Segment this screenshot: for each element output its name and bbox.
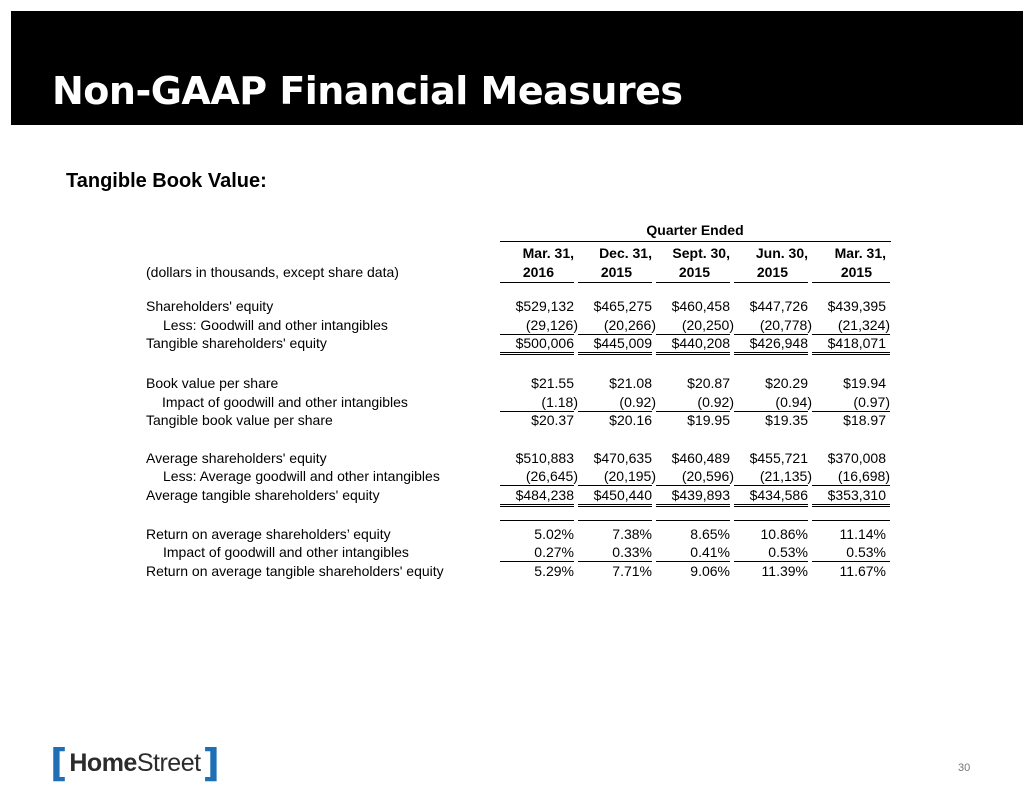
row-label: Shareholders' equity <box>146 298 274 314</box>
table-cell: (21,324) <box>837 317 890 333</box>
row-label: Return on average shareholders’ equity <box>146 526 391 542</box>
table-cell: (20,778) <box>759 317 812 333</box>
table-cell: (0.97) <box>853 394 890 410</box>
overline-rule <box>734 520 808 521</box>
table-cell: $455,721 <box>749 450 808 466</box>
table-cell: $460,458 <box>671 298 730 314</box>
table-cell: $353,310 <box>827 487 886 503</box>
col-header-year-0: 2016 <box>522 264 554 280</box>
table-cell: (21,135) <box>759 468 812 484</box>
double-underline-rule <box>734 352 808 355</box>
table-cell: 11.67% <box>839 563 886 579</box>
overline-rule <box>500 520 574 521</box>
table-cell: (20,266) <box>603 317 656 333</box>
col-header-month-3: Jun. 30, <box>755 245 808 261</box>
table-cell: (16,698) <box>837 468 890 484</box>
table-cell: $470,635 <box>593 450 652 466</box>
table-cell: $19.94 <box>843 375 886 391</box>
table-cell: (20,250) <box>681 317 734 333</box>
col-header-year-1: 2015 <box>600 264 632 280</box>
table-cell: $418,071 <box>827 335 886 351</box>
col-header-rule-1 <box>578 282 652 283</box>
col-header-rule-2 <box>656 282 730 283</box>
row-label: Average tangible shareholders' equity <box>146 487 380 503</box>
double-underline-rule <box>500 504 574 507</box>
table-cell: 0.27% <box>534 544 574 560</box>
table-cell: 0.53% <box>846 544 886 560</box>
double-underline-rule <box>578 504 652 507</box>
table-cell: $434,586 <box>749 487 808 503</box>
row-label: Book value per share <box>146 375 279 391</box>
table-cell: $529,132 <box>515 298 574 314</box>
table-cell: $370,008 <box>827 450 886 466</box>
table-cell: 11.39% <box>761 563 808 579</box>
col-header-month-0: Mar. 31, <box>522 245 574 261</box>
table-cell: 9.06% <box>690 563 730 579</box>
row-label: Return on average tangible shareholders' equity <box>146 563 444 579</box>
double-underline-rule <box>500 352 574 355</box>
double-underline-rule <box>578 352 652 355</box>
table-cell: 11.14% <box>839 526 886 542</box>
double-underline-rule <box>812 504 890 507</box>
table-cell: $439,893 <box>671 487 730 503</box>
table-cell: $19.35 <box>765 412 808 428</box>
row-label: Tangible book value per share <box>146 412 333 428</box>
col-header-year-3: 2015 <box>756 264 788 280</box>
overline-rule <box>656 520 730 521</box>
table-cell: (20,195) <box>603 468 656 484</box>
overline-rule <box>578 520 652 521</box>
table-cell: $500,006 <box>515 335 574 351</box>
table-cell: 8.65% <box>690 526 730 542</box>
table-cell: $445,009 <box>593 335 652 351</box>
group-header-rule <box>500 241 891 242</box>
section-subtitle: Tangible Book Value: <box>66 170 267 192</box>
table-cell: (0.94) <box>775 394 812 410</box>
table-cell: $20.29 <box>765 375 808 391</box>
table-cell: (0.92) <box>697 394 734 410</box>
double-underline-rule <box>656 352 730 355</box>
row-label: Less: Average goodwill and other intangibles <box>163 468 440 484</box>
homestreet-logo: [ HomeStreet ] <box>50 741 220 785</box>
col-header-month-2: Sept. 30, <box>672 245 730 261</box>
table-cell: $20.16 <box>609 412 652 428</box>
table-cell: 0.53% <box>768 544 808 560</box>
table-cell: $510,883 <box>515 450 574 466</box>
table-cell: (0.92) <box>619 394 656 410</box>
col-header-year-4: 2015 <box>840 264 872 280</box>
table-cell: 7.38% <box>612 526 652 542</box>
row-label: Tangible shareholders' equity <box>146 335 327 351</box>
units-label: (dollars in thousands, except share data) <box>146 264 399 280</box>
table-cell: $484,238 <box>515 487 574 503</box>
table-cell: $465,275 <box>593 298 652 314</box>
col-header-rule-0 <box>500 282 574 283</box>
table-cell: (29,126) <box>525 317 578 333</box>
table-cell: 5.29% <box>534 563 574 579</box>
col-header-month-1: Dec. 31, <box>599 245 652 261</box>
table-cell: $20.37 <box>531 412 574 428</box>
double-underline-rule <box>656 504 730 507</box>
table-cell: 7.71% <box>612 563 652 579</box>
row-label: Average shareholders' equity <box>146 450 327 466</box>
table-cell: $426,948 <box>749 335 808 351</box>
row-label: Impact of goodwill and other intangibles <box>163 544 409 560</box>
double-underline-rule <box>734 504 808 507</box>
table-cell: $19.95 <box>687 412 730 428</box>
table-cell: 5.02% <box>534 526 574 542</box>
table-cell: $20.87 <box>687 375 730 391</box>
table-cell: (20,596) <box>681 468 734 484</box>
table-cell: $447,726 <box>749 298 808 314</box>
page-number: 30 <box>958 762 971 774</box>
col-header-rule-3 <box>734 282 808 283</box>
overline-rule <box>812 520 890 521</box>
table-cell: $21.55 <box>531 375 574 391</box>
table-cell: $460,489 <box>671 450 730 466</box>
table-group-header: Quarter Ended <box>646 222 744 238</box>
col-header-rule-4 <box>812 282 890 283</box>
table-cell: 10.86% <box>760 526 808 542</box>
table-cell: 0.41% <box>690 544 730 560</box>
table-cell: $440,208 <box>671 335 730 351</box>
table-cell: $21.08 <box>609 375 652 391</box>
row-label: Less: Goodwill and other intangibles <box>163 317 388 333</box>
row-label: Impact of goodwill and other intangibles <box>162 394 408 410</box>
table-cell: 0.33% <box>612 544 652 560</box>
table-cell: $439,395 <box>827 298 886 314</box>
col-header-month-4: Mar. 31, <box>834 245 886 261</box>
page-title: Non-GAAP Financial Measures <box>52 69 683 113</box>
table-cell: (1.18) <box>541 394 578 410</box>
table-cell: $450,440 <box>593 487 652 503</box>
double-underline-rule <box>812 352 890 355</box>
table-cell: $18.97 <box>843 412 886 428</box>
col-header-year-2: 2015 <box>678 264 710 280</box>
table-cell: (26,645) <box>525 468 578 484</box>
